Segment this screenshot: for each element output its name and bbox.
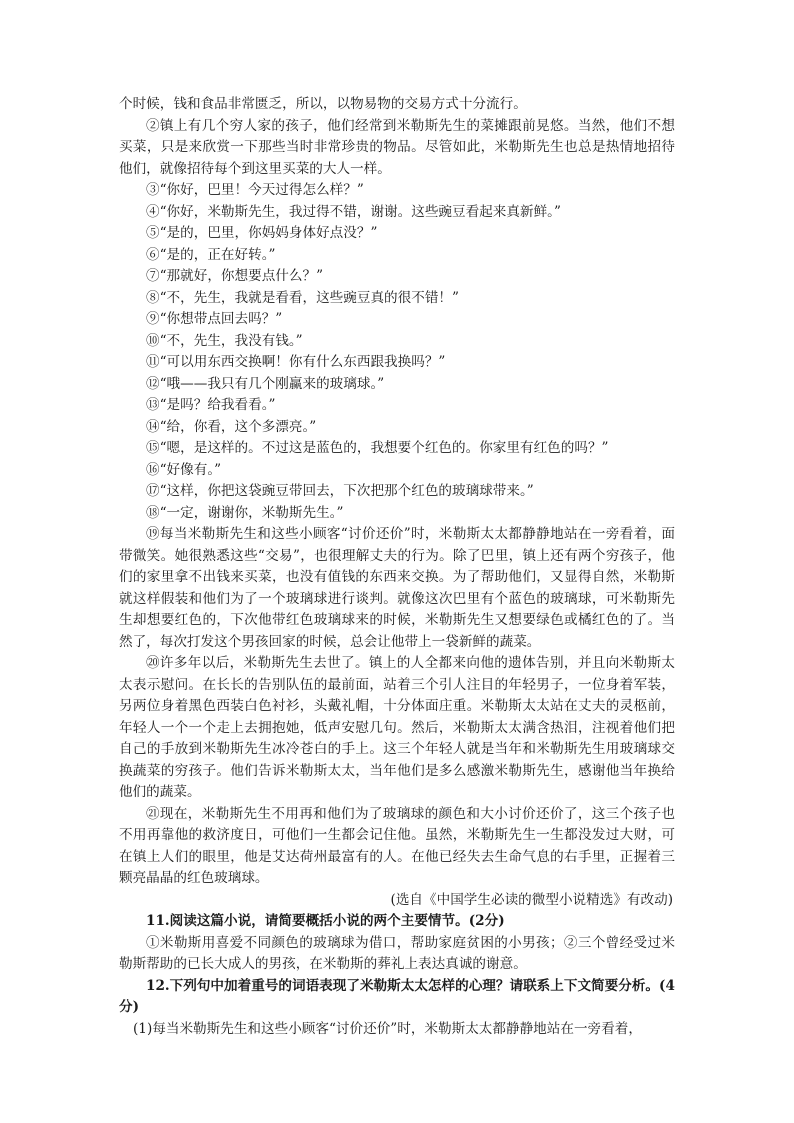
answer-11: ①米勒斯用喜爱不同颜色的玻璃球为借口，帮助家庭贫困的小男孩；②三个曾经受过米勒斯帮助的已长大成人的男孩，在米勒斯的葬礼上表达真诚的谢意。 xyxy=(119,934,675,972)
dialogue-line: ⑪“可以用东西交换啊！你有什么东西跟我换吗？” xyxy=(146,354,446,370)
question-12: 12.下列句中加着重号的词语表现了米勒斯太太怎样的心理？请联系上下文简要分析。(4分) xyxy=(119,977,675,1015)
dialogue-line: ⑱“一定，谢谢你，米勒斯先生。” xyxy=(146,504,344,521)
dialogue-line: ⑩“不，先生，我没有钱。” xyxy=(146,332,303,349)
question-12-item-1: (1)每当米勒斯先生和这些小顾客“讨价还价”时，米勒斯太太都静静地站在一旁看着， xyxy=(133,1020,642,1037)
story-paragraph-21: ㉑现在，米勒斯先生不用再和他们为了玻璃球的颜色和大小讨价还价了，这三个孩子也不用再靠他的救济度日，可他们一生都会记住他。虽然，米勒斯先生一生都没发过大财，可在镇上人们的眼里，他是艾达荷州最富有的人。在他已经失去生命气息的右手里，正握着三颗亮晶晶的红色玻璃球。 xyxy=(119,805,675,886)
dialogue-line: ③“你好，巴里！今天过得怎么样？” xyxy=(146,182,364,198)
document-page xyxy=(119,94,675,1040)
story-paragraph-20: ⑳许多年以后，米勒斯先生去世了。镇上的人全都来向他的遗体告别，并且向米勒斯太太表示慰问。在长长的告别队伍的最前面，站着三个引人注目的年轻男子，一位身着军装，另两位身着黑色西装白色衬衫，头戴礼帽，十分体面庄重。米勒斯太太站在丈夫的灵柩前，年轻人一个一个走上去拥抱她，低声安慰几句。然后，米勒斯太太满含热泪，注视着他们把自己的手放到米勒斯先生冰冷苍白的手上。这三个年轻人就是当年和米勒斯先生用玻璃球交换蔬菜的穷孩子。他们告诉米勒斯太太，当年他们是多么感激米勒斯先生，感谢他当年换给他们的蔬菜。 xyxy=(119,655,675,800)
dialogue-line: ④“你好，米勒斯先生，我过得不错，谢谢。这些豌豆看起来真新鲜。” xyxy=(146,203,561,220)
source-citation: (选自《中国学生必读的微型小说精选》有改动) xyxy=(390,891,673,908)
dialogue-line: ⑨“你想带点回去吗？” xyxy=(146,311,283,327)
story-paragraph-19: ⑲每当米勒斯先生和这些小顾客“讨价还价”时，米勒斯太太都静静地站在一旁看着，面带微笑。她很熟悉这些“交易”，也很理解丈夫的行为。除了巴里，镇上还有两个穷孩子，他们的家里拿不出钱来买菜，也没有值钱的东西来交换。为了帮助他们，又显得自然，米勒斯就这样假装和他们为了一个玻璃球进行谈判。就像这次巴里有个蓝色的玻璃球，可米勒斯先生却想要红色的，下次他带红色玻璃球来的时候，米勒斯先生又想要绿色或橘红色的了。当然了，每次打发这个男孩回家的时候，总会让他带上一袋新鲜的蔬菜。 xyxy=(119,526,675,650)
story-intro-line: 个时候，钱和食品非常匮乏，所以，以物易物的交易方式十分流行。 xyxy=(119,96,527,112)
dialogue-line: ⑫“哦——我只有几个刚赢来的玻璃球。” xyxy=(146,375,385,392)
dialogue-line: ⑬“是吗？给我看看。” xyxy=(146,397,276,413)
dialogue-line: ⑮“嗯，是这样的。不过这是蓝色的，我想要个红色的。你家里有红色的吗？” xyxy=(146,440,609,456)
dialogue-line: ⑭“给，你看，这个多漂亮。” xyxy=(146,418,317,435)
dialogue-line: ⑧“不，先生，我就是看看，这些豌豆真的很不错！” xyxy=(146,289,459,306)
question-11: 11.阅读这篇小说，请简要概括小说的两个主要情节。(2分) xyxy=(146,913,505,929)
dialogue-line: ⑦“那就好，你想要点什么？” xyxy=(146,268,324,284)
dialogue-line: ⑯“好像有。” xyxy=(146,461,222,478)
dialogue-line: ⑰“这样，你把这袋豌豆带回去，下次把那个红色的玻璃球带来。” xyxy=(146,483,534,499)
dialogue-line: ⑥“是的，正在好转。” xyxy=(146,246,276,263)
dialogue-line: ⑤“是的，巴里，你妈妈身体好点没？” xyxy=(146,225,378,241)
story-paragraph-2: ②镇上有几个穷人家的孩子，他们经常到米勒斯先生的菜摊跟前晃悠。当然，他们不想买菜，只是来欣赏一下那些当时非常珍贵的物品。尽管如此，米勒斯先生也总是热情地招待他们，就像招待每个到这里买菜的大人一样。 xyxy=(119,117,675,177)
